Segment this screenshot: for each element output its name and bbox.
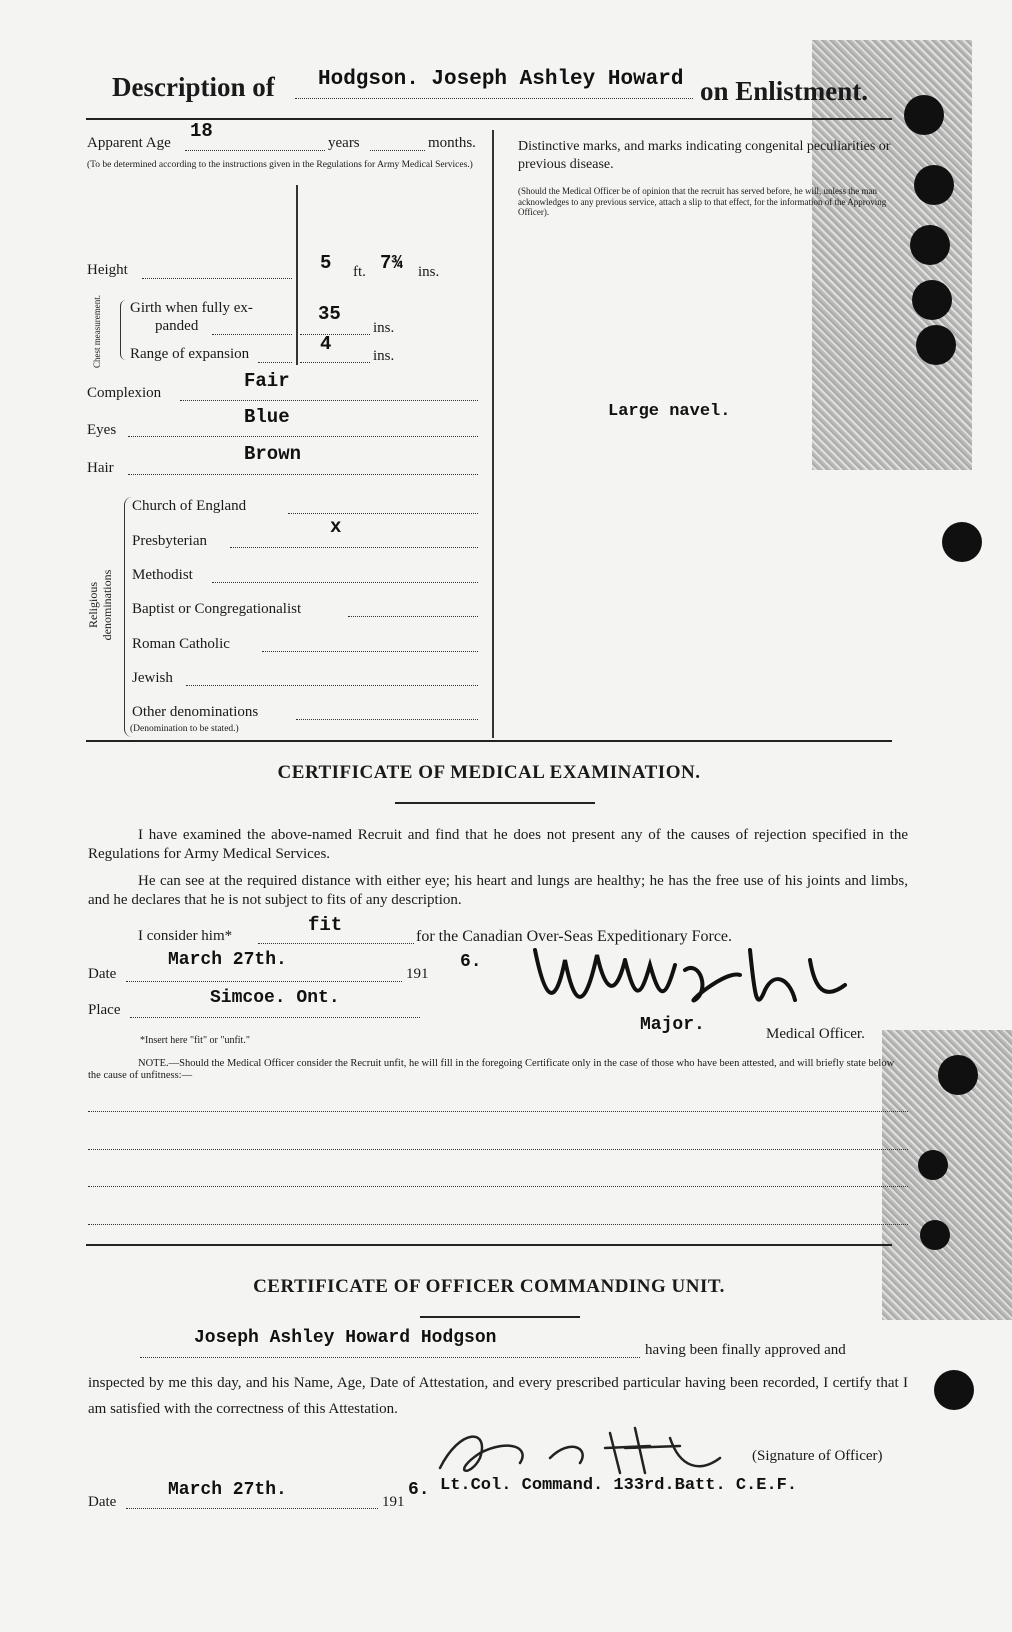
column-divider	[492, 130, 494, 738]
commanding-name-line	[140, 1357, 640, 1358]
medical-year-suffix: 6.	[460, 952, 482, 972]
unfitness-line	[88, 1111, 908, 1112]
girth-label-1: Girth when fully ex-	[130, 300, 253, 316]
commanding-unit-value: Lt.Col. Command. 133rd.Batt. C.E.F.	[440, 1476, 798, 1495]
months-line	[370, 150, 425, 151]
punch-hole	[912, 280, 952, 320]
religion-line	[230, 547, 478, 548]
height-line	[142, 278, 292, 279]
punch-hole	[910, 225, 950, 265]
punch-hole	[918, 1150, 948, 1180]
eyes-label: Eyes	[87, 422, 117, 438]
commanding-title: CERTIFICATE OF OFFICER COMMANDING UNIT.	[253, 1276, 725, 1297]
distinctive-marks-note: (Should the Medical Officer be of opinion that the recruit has served before, he will, unless the man acknowledges to any previous service, attach a slip to that effect, for the information of the Approving Officer).	[518, 186, 887, 217]
months-label: months.	[428, 135, 476, 151]
medical-date-label: Date	[88, 966, 117, 982]
punch-hole	[916, 325, 956, 365]
range-line	[258, 362, 292, 363]
medical-para-1: I have examined the above-named Recruit and find that he does not present any of the causes of rejection specified in the Regulations for Army Medical Services.	[88, 827, 908, 862]
header-prefix: Description of	[112, 72, 275, 102]
eyes-value: Blue	[244, 406, 290, 428]
fitness-value: fit	[308, 914, 343, 936]
approved-label: having been finally approved and	[645, 1342, 846, 1358]
distinctive-marks-title: Distinctive marks, and marks indicating congenital peculiarities or previous disease.	[518, 139, 891, 172]
denomination-note: (Denomination to be stated.)	[130, 724, 239, 734]
range-value-line	[300, 362, 370, 363]
commanding-title-rule	[420, 1316, 580, 1318]
religion-presbyterian: Presbyterian	[132, 533, 207, 549]
religion-line	[348, 616, 478, 617]
place-label: Place	[88, 1002, 121, 1018]
height-ft-value: 5	[320, 252, 332, 274]
religion-jewish: Jewish	[132, 670, 173, 686]
header-name-line	[295, 98, 693, 99]
complexion-line	[180, 400, 478, 401]
age-note: (To be determined according to the instructions given in the Regulations for Army Medical Services.)	[87, 160, 473, 170]
section-rule	[86, 1244, 892, 1246]
measure-divider	[296, 185, 298, 365]
chest-brace	[120, 300, 127, 360]
religion-mark: x	[330, 516, 342, 538]
age-line	[185, 150, 325, 151]
force-label: for the Canadian Over-Seas Expeditionary Force.	[416, 928, 733, 945]
medical-para-2: He can see at the required distance with either eye; his heart and lungs are healthy; he has the free use of his joints and limbs, and he declares that he is not subject to fits of any description.	[88, 873, 908, 908]
religion-line	[288, 513, 478, 514]
complexion-value: Fair	[244, 370, 290, 392]
medical-officer-label: Medical Officer.	[766, 1026, 865, 1042]
recruit-name-header: Hodgson. Joseph Ashley Howard	[318, 68, 684, 91]
section-rule	[86, 740, 892, 742]
years-label: years	[328, 135, 360, 151]
religion-methodist: Methodist	[132, 567, 193, 583]
distinctive-marks-value: Large navel.	[608, 402, 731, 421]
punch-hole	[934, 1370, 974, 1410]
height-label: Height	[87, 262, 128, 278]
medical-note: NOTE.—Should the Medical Officer consider the Recruit unfit, he will fill in the foregoing Certificate only in the case of those who have been attested, and will briefly state below the cause of unfitness:—	[88, 1058, 895, 1081]
complexion-label: Complexion	[87, 385, 162, 401]
signature-of-officer-label: (Signature of Officer)	[752, 1448, 883, 1464]
punch-hole	[904, 95, 944, 135]
medical-rank-value: Major.	[640, 1015, 705, 1035]
commanding-date-value: March 27th.	[168, 1480, 287, 1500]
hair-line	[128, 474, 478, 475]
religion-label	[86, 550, 114, 660]
punch-hole	[920, 1220, 950, 1250]
girth-label-2: panded	[155, 318, 199, 334]
ins-label: ins.	[418, 264, 440, 280]
religion-roman-catholic: Roman Catholic	[132, 636, 230, 652]
commanding-date-label: Date	[88, 1494, 117, 1510]
medical-title: CERTIFICATE OF MEDICAL EXAMINATION.	[277, 762, 701, 783]
medical-officer-signature	[525, 930, 875, 1020]
consider-line	[258, 943, 414, 944]
medical-title-rule	[395, 802, 595, 804]
medical-date-line	[126, 981, 402, 982]
header-suffix: on Enlistment.	[700, 76, 869, 106]
unfitness-line	[88, 1149, 908, 1150]
ft-label: ft.	[353, 264, 366, 280]
religion-line	[186, 685, 478, 686]
girth-line	[212, 334, 292, 335]
range-label: Range of expansion	[130, 346, 250, 362]
commanding-year-prefix: 191	[382, 1494, 405, 1510]
chest-label: Chest measurement.	[92, 295, 102, 368]
hair-value: Brown	[244, 443, 302, 465]
religion-church-of-england: Church of England	[132, 498, 247, 514]
range-ins-label: ins.	[373, 348, 395, 364]
place-line	[130, 1017, 420, 1018]
commanding-year-suffix: 6.	[408, 1480, 430, 1500]
girth-ins-label: ins.	[373, 320, 395, 336]
insert-note: *Insert here "fit" or "unfit."	[140, 1035, 250, 1046]
girth-value: 35	[318, 303, 341, 325]
age-label: Apparent Age	[87, 135, 171, 151]
medical-year-prefix: 191	[406, 966, 429, 982]
girth-value-line	[300, 334, 370, 335]
range-value: 4	[320, 333, 332, 355]
hair-label: Hair	[87, 460, 114, 476]
punch-hole	[942, 522, 982, 562]
religion-label-text: Religious denominations	[86, 569, 114, 641]
punch-hole	[914, 165, 954, 205]
religion-other: Other denominations	[132, 704, 259, 720]
unfitness-line	[88, 1224, 908, 1225]
commanding-recruit-name: Joseph Ashley Howard Hodgson	[194, 1328, 497, 1348]
place-value: Simcoe. Ont.	[210, 988, 340, 1008]
eyes-line	[128, 436, 478, 437]
punch-hole	[938, 1055, 978, 1095]
height-in-value: 7¾	[380, 252, 403, 274]
medical-date-value: March 27th.	[168, 950, 287, 970]
unfitness-line	[88, 1186, 908, 1187]
religion-line	[212, 582, 478, 583]
religion-line	[296, 719, 478, 720]
commanding-date-line	[126, 1508, 378, 1509]
religion-baptist: Baptist or Congregationalist	[132, 601, 302, 617]
age-value: 18	[190, 120, 213, 142]
consider-label: I consider him*	[138, 928, 233, 944]
commanding-para: inspected by me this day, and his Name, Age, Date of Attestation, and every prescribed particular having been recorded, I certify that I am satisfied with the correctness of this Attestation.	[88, 1375, 908, 1417]
religion-line	[262, 651, 478, 652]
